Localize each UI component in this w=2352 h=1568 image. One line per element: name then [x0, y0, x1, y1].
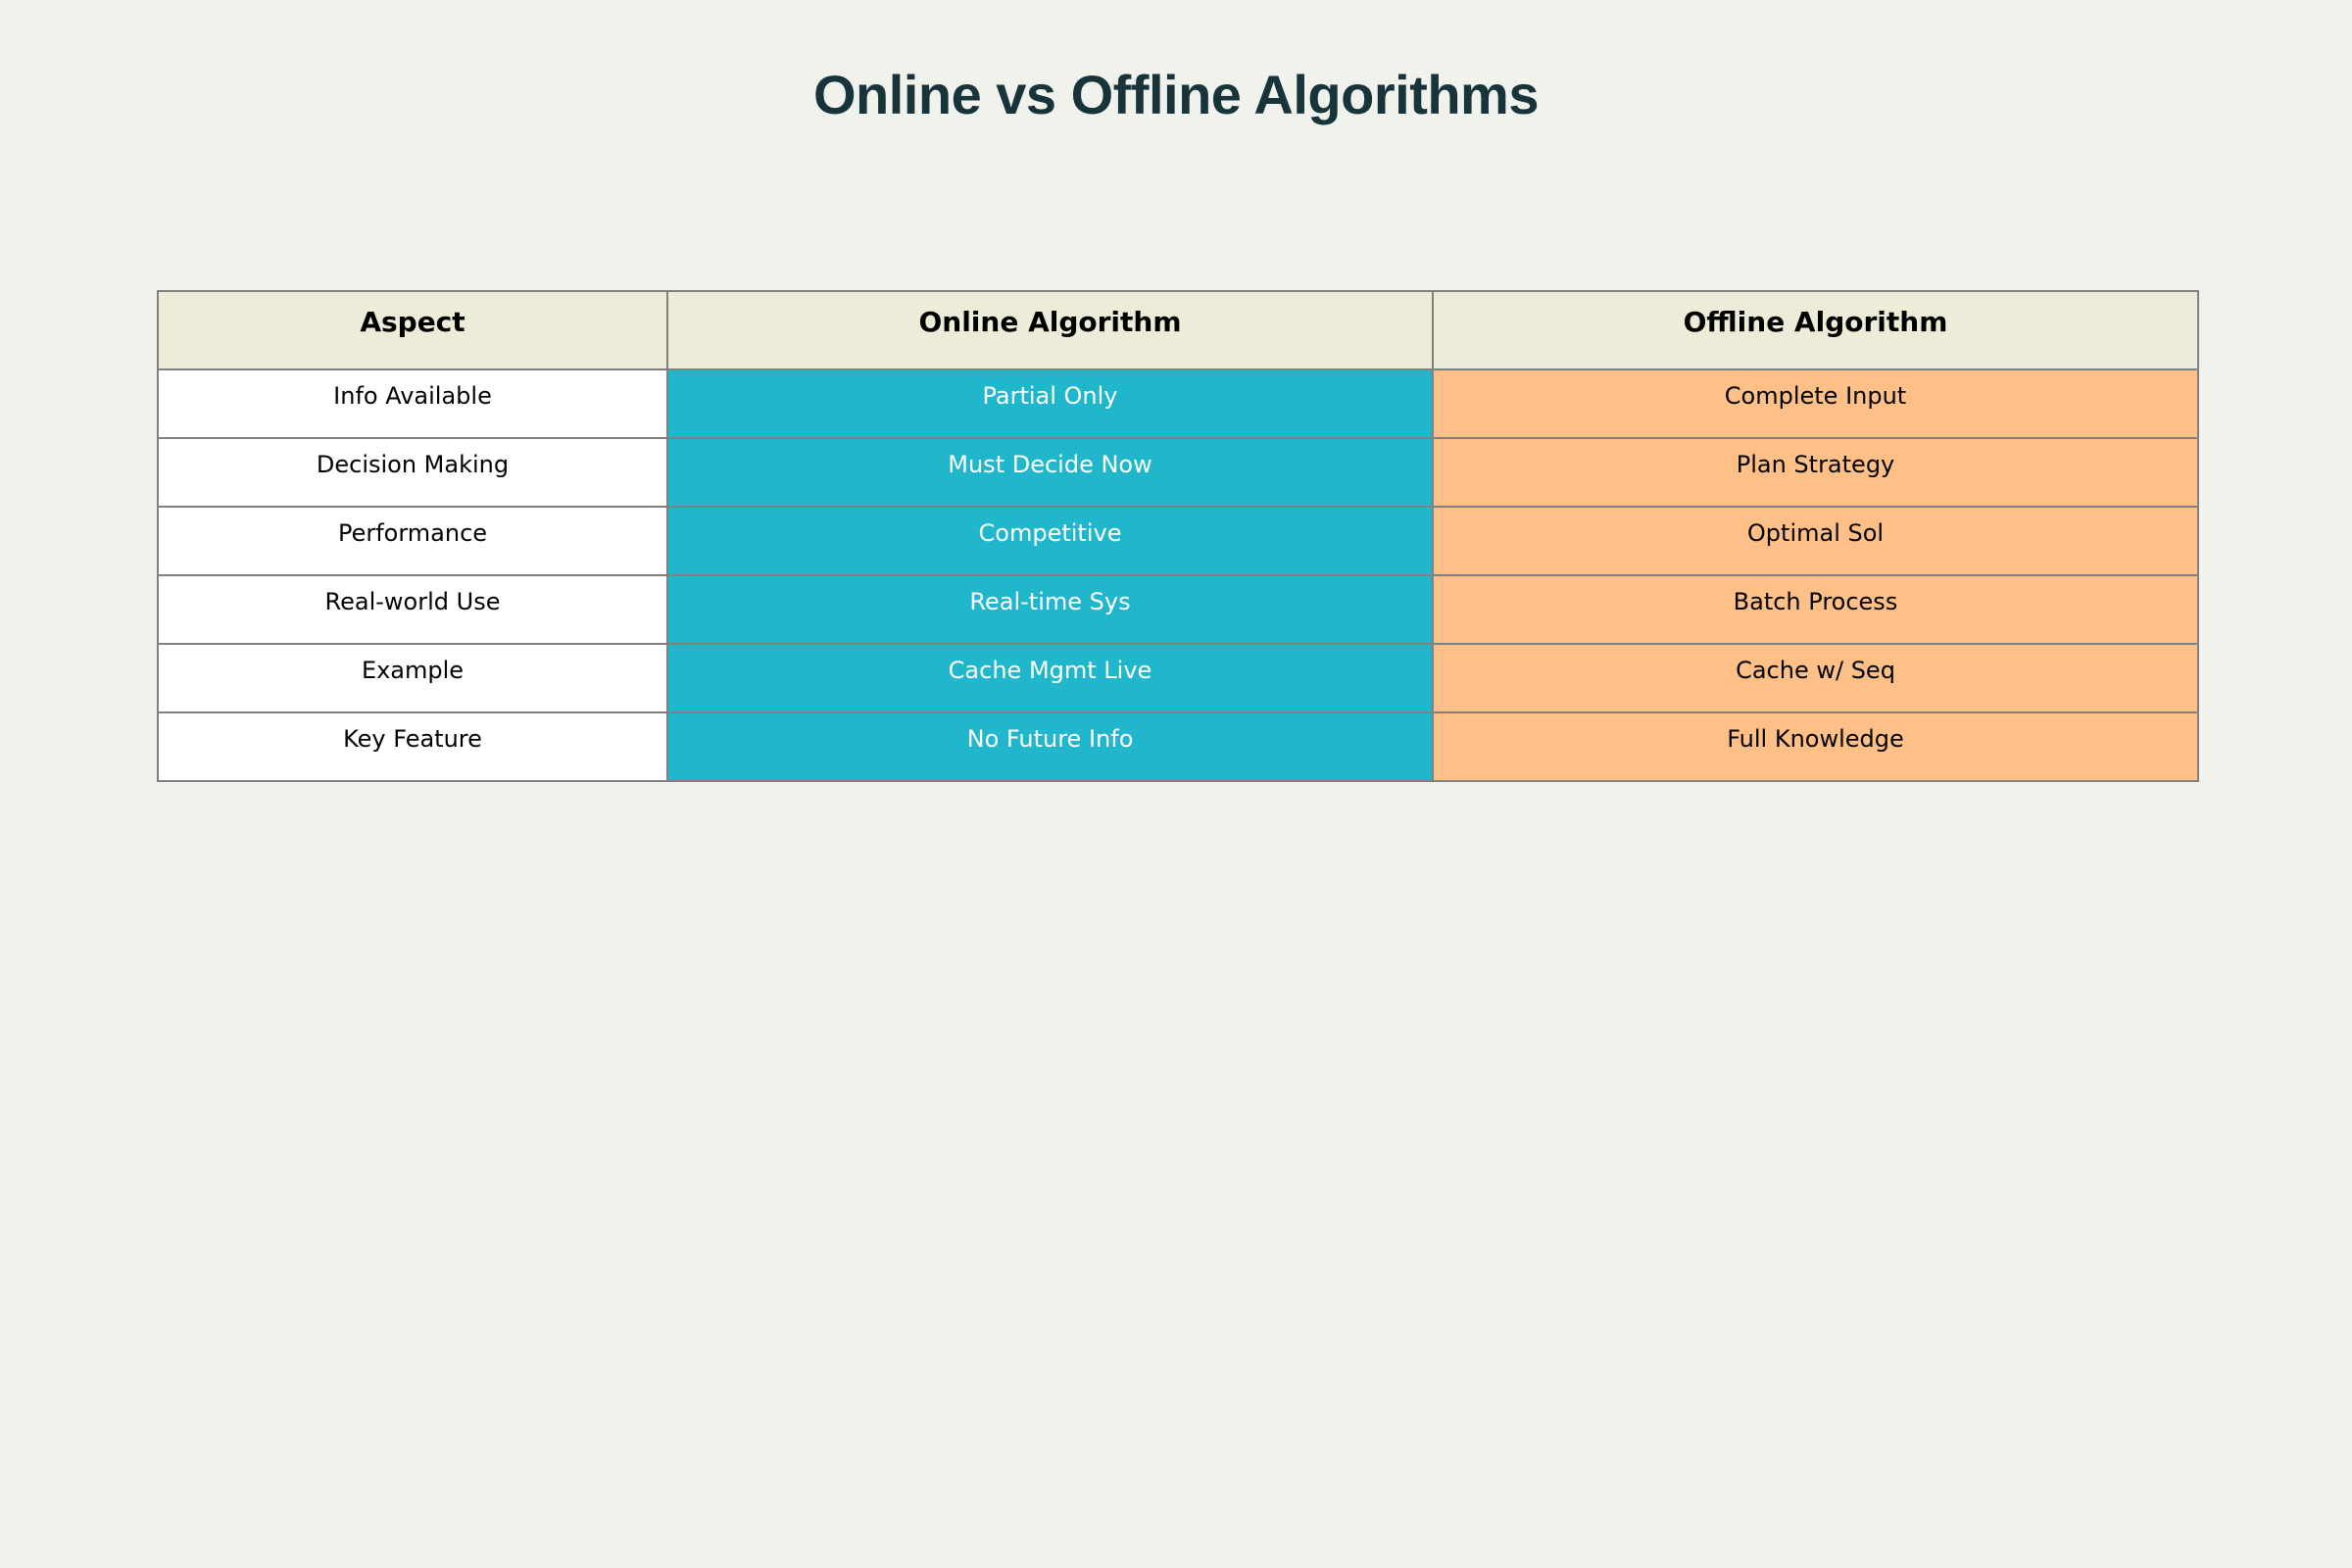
- cell-aspect: Real-world Use: [158, 575, 667, 644]
- cell-online: Real-time Sys: [667, 575, 1433, 644]
- table-row: [158, 575, 2198, 644]
- table-row: [158, 507, 2198, 575]
- column-header-aspect: Aspect: [158, 291, 667, 369]
- header-row: [158, 291, 2198, 369]
- cell-aspect: Info Available: [158, 369, 667, 438]
- cell-offline: Full Knowledge: [1433, 712, 2198, 781]
- cell-offline: Optimal Sol: [1433, 507, 2198, 575]
- cell-offline: Plan Strategy: [1433, 438, 2198, 507]
- table-row: [158, 438, 2198, 507]
- table-row: [158, 644, 2198, 712]
- cell-offline: Batch Process: [1433, 575, 2198, 644]
- cell-aspect: Key Feature: [158, 712, 667, 781]
- chart-title: Online vs Offline Algorithms: [812, 64, 1539, 125]
- column-header-online: Online Algorithm: [667, 291, 1433, 369]
- cell-online: Competitive: [667, 507, 1433, 575]
- cell-aspect: Decision Making: [158, 438, 667, 507]
- table-row: [158, 712, 2198, 781]
- cell-offline: Cache w/ Seq: [1433, 644, 2198, 712]
- cell-online: No Future Info: [667, 712, 1433, 781]
- cell-online: Must Decide Now: [667, 438, 1433, 507]
- column-header-offline: Offline Algorithm: [1433, 291, 2198, 369]
- cell-online: Partial Only: [667, 369, 1433, 438]
- comparison-table: [157, 290, 2199, 782]
- cell-aspect: Performance: [158, 507, 667, 575]
- cell-offline: Complete Input: [1433, 369, 2198, 438]
- cell-online: Cache Mgmt Live: [667, 644, 1433, 712]
- cell-aspect: Example: [158, 644, 667, 712]
- table-row: [158, 369, 2198, 438]
